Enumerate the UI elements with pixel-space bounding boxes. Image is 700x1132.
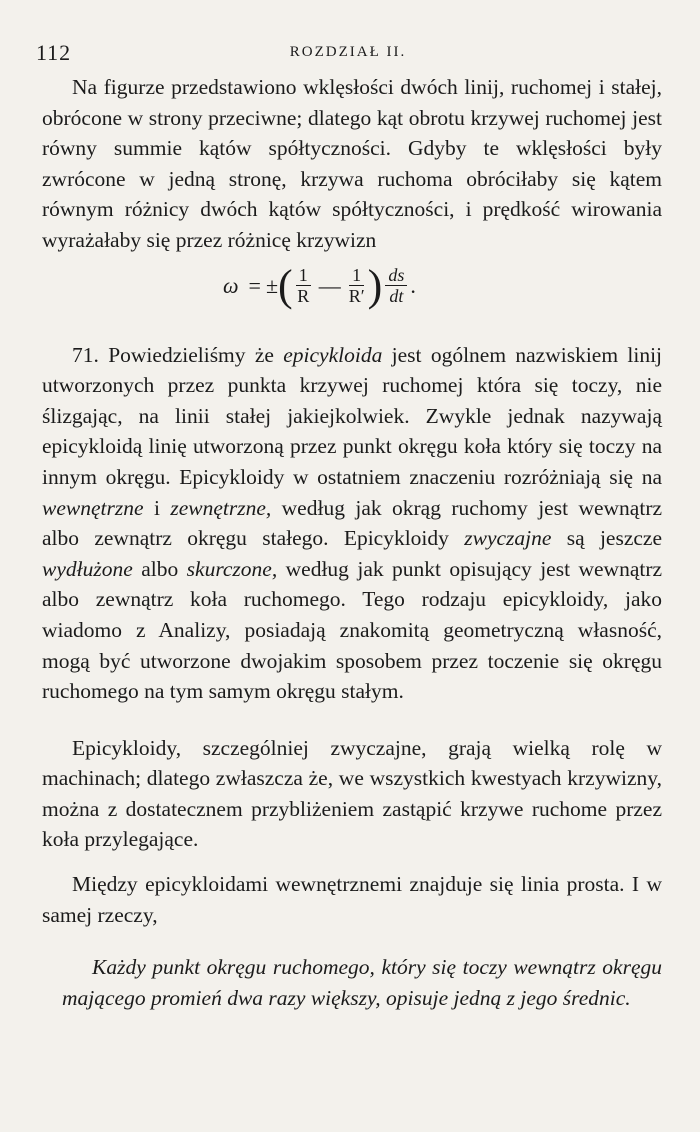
paragraph-straight-line: Między epicykloidami wewnętrznemi znajduje się linia prosta. I w samej rzeczy, <box>42 872 662 927</box>
page-number: 112 <box>36 40 72 65</box>
term-wydluzone: wydłużone <box>42 556 133 581</box>
theorem-statement: Każdy punkt okręgu ruchomego, który się toczy wewnątrz okręgu mającego promień dwa razy większy, opisuje jedną z jego średnic. <box>62 955 662 1010</box>
equals-sign: = <box>248 272 261 298</box>
omega-symbol: ω <box>223 272 239 298</box>
fraction-one-over-r: $\frac{1}{R}$ <box>297 265 310 307</box>
page-body <box>42 72 662 1013</box>
minus-sign: — <box>318 272 341 298</box>
term-wewnetrzne: wewnętrzne <box>42 495 144 520</box>
angular-velocity-equation <box>42 256 662 326</box>
right-paren: ) <box>367 260 383 310</box>
term-skurczone: skurczone, <box>186 556 278 581</box>
equation-period: . <box>410 272 416 298</box>
term-zwyczajne: zwyczajne <box>464 526 552 551</box>
running-head: ROZDZIAŁ II. <box>289 44 407 60</box>
left-paren: ( <box>278 260 293 310</box>
section-number: 71. <box>72 342 99 367</box>
paragraph-curvature: Na figurze przedstawiono wklęsłości dwóch linij, ruchomej i stałej, obrócone w strony przeciwne; dlatego kąt obrotu krzywej ruchomej jest równy summie kątów spółtyczności. Gdyby te wklęsłości były zwrócone w jedną stronę, krzywa ruchoma obróciłaby się kątem równym różnicy dwóch kątów spółtyczności, i prędkość wirowania wyrażałaby się przez różnicę krzywizn <box>42 75 662 252</box>
paragraph-machines: Epicykloidy, szczególniej zwyczajne, grają wielką rolę w machinach; dlatego zwłaszcza że, we wszystkich kwestyach krzywizny, można z dostatecznem przybliżeniem zastąpić krzywe ruchome przez koła przylegające. <box>42 735 662 852</box>
fraction-ds-dt: $\frac{ds}{dt}$ <box>385 265 407 306</box>
paragraph-71-epicycloid: 71. Powiedzieliśmy że epicykloida jest ogólnem nazwiskiem linij utworzonych przez punkta krzywej ruchomej która się toczy, nie ślizgając, na linii stałej jakiejkolwiek. Zwykle jednak nazywają epicykloidą linię utworzoną przez punkt okręgu koła który się toczy na innym okręgu. Epicykloidy w ostatniem znaczeniu rozróżniają się na wewnętrzne i zewnętrzne, według jak okrąg ruchomy jest wewnątrz albo zewnątrz okręgu stałego. Epicykloidy zwyczajne są jeszcze wydłużone albo skurczone, według jak punkt opisujący jest wewnątrz albo zewnątrz koła ruchomego. Tego rodzaju epicykloidy, jako wiadomo z Analizy, posiadają znakomitą geometryczną własność, mogą być utworzone dwojakim sposobem przez toczenie się okręgu ruchomego na tym samym okręgu stałym. <box>42 342 663 704</box>
term-epicykloida: epicykloida <box>283 342 383 367</box>
term-zewnetrzne: zewnętrzne, <box>170 495 272 520</box>
plus-minus-sign: ± <box>265 272 279 298</box>
fraction-one-over-r-prime: $\frac{1}{R'}$ <box>348 265 365 307</box>
page-header <box>36 40 660 70</box>
